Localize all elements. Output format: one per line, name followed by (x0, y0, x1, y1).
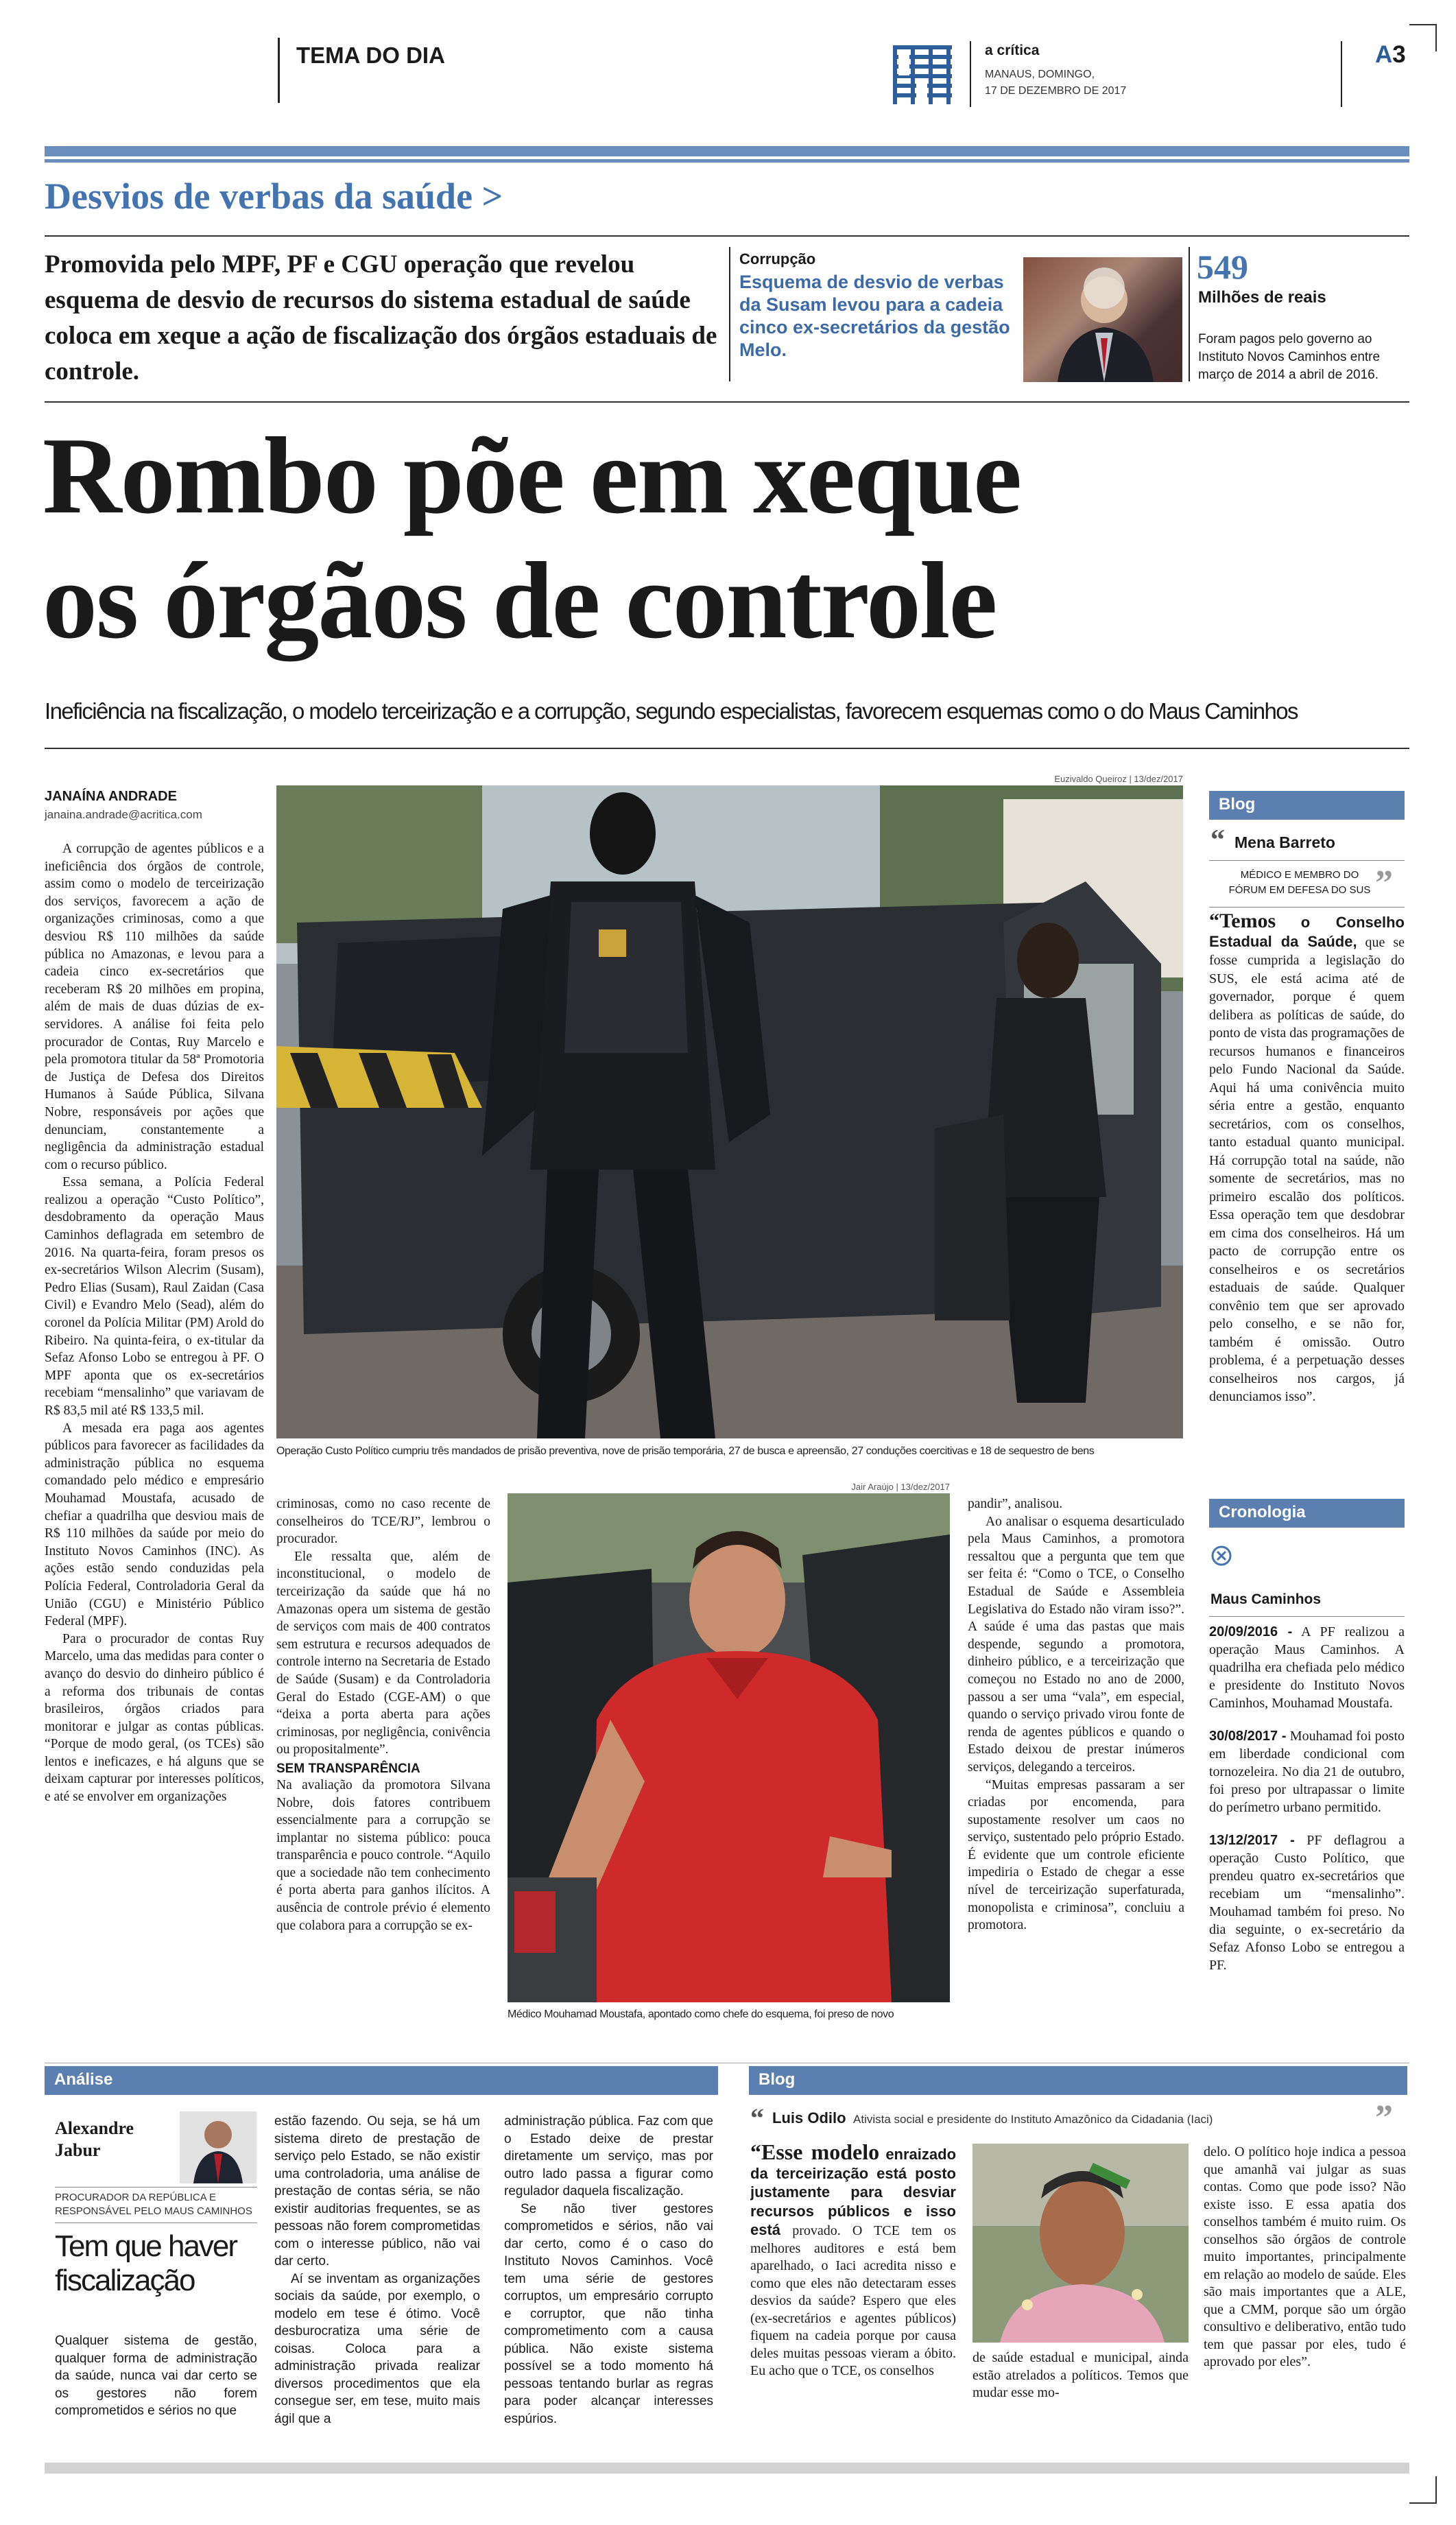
analysis-author: Alexandre Jabur (55, 2118, 134, 2160)
blog2-lead: “Esse modelo (750, 2144, 880, 2164)
stat-unit: Milhões de reais (1198, 288, 1326, 307)
analysis-role: PROCURADOR DA REPÚBLICA E RESPONSÁVEL PELO MAUS CAMINHOS (55, 2192, 252, 2217)
analysis-avatar (180, 2111, 256, 2183)
paragraph: Para o procurador de contas Ruy Marcelo, uma das medidas para conter o avanço do desvio do dinheiro público é a reforma dos tribunais de contas brasileiros, órgãos criados para monitorar e julgar as contas públicas. “Porque de modo geral, (os TCEs) são lentos e ineficazes, e há alguns que se deixam capturar por interesses políticos, e até se envolver em organizações (45, 1631, 264, 1805)
byline-email[interactable]: janaina.andrade@acritica.com (45, 808, 202, 821)
chronology-entry: 30/08/2017 - Mouhamad foi posto em liberdade condicional com tornozeleira. No dia 21 de outubro, foi preso por ultrapassar o limite do perímetro urbano permitido. (1209, 1729, 1405, 1815)
blog2-author-line (772, 2109, 1355, 2127)
paragraph: estão fazendo. Ou seja, se há um sistema direto de prestação de serviço pelo Estado, se não existir uma controladoria, uma análise de prestação de contas séria, se não existir auditorias frequentes, se as pessoas não forem comprometidas com o interesse público, não vai dar certo. (274, 2114, 480, 2268)
paragraph: A corrupção de agentes públicos e a ineficiência dos órgãos de controle, assim como o modelo de terceirização dos serviços, favorecem a ação de organizações criminosas, como a que desviou R$ 110 milhões da saúde pública no Amazonas, e levou para a cadeia cinco ex-secretários que receberam R$ 20 milhões em propina, além de mais de duas dúzias de ex-servidores. A análise foi feita pelo procurador de Contas, Ruy Marcelo e pela promotora titular da 58ª Promotoria de Justiça de Defesa dos Direitos Humanos à Saúde Pública, Silvana Nobre, responsáveis por ações que denunciam, constantemente a negligência da administração estadual com o recurso público. (45, 842, 264, 1172)
chronology-list (1209, 1623, 1405, 2028)
quote-open-icon: “ (1210, 825, 1225, 856)
paragraph: A mesada era paga aos agentes públicos para favorecer as facilidades da administração pública no esquema comandado pelo médico e empresário Mouhamad Moustafa, acusado de chefiar a quadrilha que desviou mais de R$ 110 milhões da saúde por meio do Instituto Novos Caminhos (INC). As ações estão sendo conduzidas pela Polícia Federal, Controladoria Geral da União (CGU) e Ministério Público Federal (MPF). (45, 1421, 264, 1629)
photo1-credit: Euzivaldo Queiroz | 13/dez/2017 (1054, 774, 1183, 784)
x-circle-icon (1210, 1545, 1232, 1567)
chronology-label: Cronologia (1209, 1499, 1405, 1528)
city-date: MANAUS, DOMINGO, (985, 69, 1095, 80)
deck-rule (45, 401, 1409, 403)
analysis-role-rule2 (55, 2222, 257, 2223)
crop-mark-bottom (1409, 2476, 1437, 2504)
quote-open-icon: “ (750, 2102, 764, 2133)
photo2-credit: Jair Araújo | 13/dez/2017 (851, 1482, 950, 1492)
paragraph: Ele ressalta que, além de inconstitucional, o modelo de terceirização da saúde que há no Amazonas opera um sistema de gestão de serviços com mais de 400 contratos sem estrutura e recursos adequados de controle interno na Secretaria de Estado de Saúde (Susam) e da Controladoria Geral do Estado (CGE-AM) o que “deixa a porta aberta para ações criminosas, por negligência, conivência ou propositalmente”. (276, 1549, 490, 1757)
subhead: SEM TRANSPARÊNCIA (276, 1761, 420, 1776)
blog1-lead: “Temos (1209, 912, 1276, 932)
paragraph: administração pública. Faz com que o Estado deixe de prestar diretamente um serviço, mas por outro lado passa a figurar como regulador daquela fiscalização. (504, 2114, 713, 2198)
header-rule-mid (970, 41, 971, 107)
stat-number: 549 (1197, 248, 1248, 286)
blog1-author: Mena Barreto (1234, 833, 1335, 851)
blog1-body (1209, 912, 1405, 1468)
quote-close-icon: ” (1375, 864, 1393, 903)
top-band (45, 146, 1409, 156)
subhead-rule (45, 748, 1409, 749)
byline-name: JANAÍNA ANDRADE (45, 789, 177, 804)
page-number: A3 (1375, 41, 1406, 68)
teaser-photo[interactable] (1023, 257, 1182, 382)
blog2-role: Ativista social e presidente do Instituto Amazônico da Cidadania (Iaci) (853, 2113, 1213, 2126)
headline-line2: os órgãos de controle (43, 539, 996, 661)
blog1-lead2: o Conselho Estadual da Saúde, (1209, 914, 1405, 950)
subheadline: Ineficiência na fiscalização, o modelo terceirização e a corrupção, segundo especialistas, favorecem esquemas como o do Maus Caminhos (45, 698, 1298, 724)
photo1-caption: Operação Custo Político cumpriu três mandados de prisão preventiva, nove de prisão temporária, 27 de busca e apreensão, 27 conduções coercitivas e 18 de sequestro de bens (276, 1445, 1095, 1457)
header-rule-left (278, 38, 280, 103)
stat-text: Foram pagos pelo governo ao Instituto Novos Caminhos entre março de 2014 a abril de 2016. (1198, 332, 1381, 382)
topic-rule (45, 235, 1409, 237)
logo-grid-icon (893, 45, 952, 104)
blog2-col3: delo. O político hoje indica a pessoa que amanhã vai julgar as suas contas. Como que pode isso? Não existe isso. E essa apatia dos conselhos também é muito ruim. Os conselhos são órgãos de controle muito importantes, principalmente em relação ao modelo de saúde. Eles são mais importantes que a ALE, que a CMM, porque são um órgão consultivo e deliberativo, então tudo tem que passar por eles, tudo é aprovado por eles”. (1204, 2144, 1406, 2369)
paragraph: Essa semana, a Polícia Federal realizou a operação “Custo Político”, desdobramento da operação Maus Caminhos deflagrada em setembro de 2016. Na quarta-feira, foram presos os ex-secretários Wilson Alecrim (Susam), Pedro Elias (Susam), Raul Zaidan (Casa Civil) e Evandro Melo (Sead), além do coronel da Polícia Militar (PM) Arold do Ribeiro. Na quinta-feira, o ex-titular da Sefaz Afonso Lobo se entregou à PF. O MPF aponta que os ex-secretários recebiam “mensalinho” que variavam de R$ 83,5 mil até R$ 133,5 mil. (45, 1175, 264, 1418)
teaser-kicker: Corrupção (739, 250, 816, 268)
stat-rule (1189, 247, 1190, 381)
photo-moustafa[interactable] (508, 1493, 950, 2002)
top-band-thin (45, 159, 1409, 163)
paragraph: Aí se inventam as organizações sociais da saúde, por exemplo, o modelo em tese é ótimo. Você desburocratiza uma série de coisas. Coloca para a administração privada realizar diversos procedimentos que ela consegue ser, em tese, muito mais ágil que a (274, 2271, 480, 2426)
analysis-role-rule (55, 2187, 257, 2188)
chronology-entry: 13/12/2017 - PF deflagrou a operação Custo Político, que prendeu quatro ex-secretários que recebiam um “mensalinho”. Mouhamad também foi preso. No dia seguinte, o ex-secretário da Sefaz Afonso Lobo se entregou a PF. (1209, 1833, 1405, 1973)
blog1-author-rule (1209, 860, 1405, 861)
blog1-label: Blog (1209, 791, 1405, 820)
blog2-author: Luis Odilo (772, 2109, 846, 2126)
teaser-rule (729, 247, 730, 381)
article-col1 (45, 840, 264, 2072)
blog1-role-rule (1209, 907, 1405, 908)
paragraph: “Muitas empresas passaram a ser criadas por encomenda, para supostamente resolver um caos no serviço, sustentado pelo próprio Estado. É evidente que um controle eficiente impediria o Estado de chegar a esse nível de terceirização superfaturada, monopolista e criminosa”, concluiu a promotora. (968, 1777, 1184, 1933)
blog1-role: MÉDICO E MEMBRO DO FÓRUM EM DEFESA DO SUS (1228, 869, 1371, 896)
deck: Promovida pelo MPF, PF e CGU operação que revelou esquema de desvio de recursos do sistema estadual de saúde coloca em xeque a ação de fiscalização dos órgãos estaduais de controle. (45, 250, 717, 386)
teaser-text[interactable]: Esquema de desvio de verbas da Susam levou para a cadeia cinco ex-secretários da gestão Melo. (739, 272, 1010, 360)
chronology-title: Maus Caminhos (1210, 1591, 1322, 1607)
blog2-lead2: enraizado da terceirização está posto justamente para desviar recursos públicos e isso está (750, 2146, 956, 2238)
article-col2 (276, 1495, 490, 2068)
paragraph: pandir”, analisou. (968, 1497, 1063, 1511)
blog2-col2: de saúde estadual e municipal, ainda estão atrelados a políticos. Temos que mudar esse mo- (972, 2350, 1189, 2400)
crop-mark (1409, 24, 1437, 51)
paragraph: Ao analisar o esquema desarticulado pela Maus Caminhos, a promotora ressaltou que a pergunta que tem que ser feita é: “Como o TCE, o Conselho Estadual de Saúde e Assembleia Legislativa do Estado não viram isso?”. A saúde é uma das pastas que mais despende, segundo a promotora, dinheiro público, e a terceirização que começou no Estado no ano de 2000, passou a ser uma “vala”, em especial, quando o serviço privado virou fonte de renda de agentes públicos e quando o Estado deixou de prestar inúmeros serviços, delegando a terceiros. (968, 1514, 1184, 1775)
headline-line1: Rombo põe em xeque (43, 414, 1021, 536)
analysis-col2 (274, 2113, 480, 2456)
chronology-rule (1209, 1616, 1405, 1617)
analysis-label: Análise (45, 2066, 718, 2095)
blog2-label: Blog (749, 2066, 1407, 2095)
paper-name: a crítica (985, 43, 1040, 58)
footer-band (45, 2463, 1409, 2474)
header-rule-right (1341, 41, 1342, 107)
chronology-entry: 20/09/2016 - A PF realizou a operação Maus Caminhos. A quadrilha era chefiada pelo médico e presidente do Instituto Novos Caminhos, Mouhamad Moustafa. (1209, 1624, 1405, 1711)
blog1-text: que se fosse cumprida a legislação do SUS, ele está acima até de governador, porque é quem delibera as políticas de saúde, do ponto de vista das programações de recursos humanos e financeiros pelo Fundo Nacional da Saúde. Aqui há uma conivência muito séria entre a gestão, enquanto secretários, com os conselhos, tanto estadual quanto municipal. Há corrupção total na saúde, não somente de secretários, mas no primeiro escalão dos políticos. Essa operação tem que desdobrar em cima dos conselheiros. Há um pacto de corrupção entre os conselheiros e os secretários estaduais de saúde. Qualquer convênio tem que ser aprovado pelo conselho, e se não for, também é omissão. Outro problema, é a perpetuação desses conselheiros nos cargos, já denunciamos isso”. (1209, 934, 1405, 1404)
photo2-caption: Médico Mouhamad Moustafa, apontado como chefe do esquema, foi preso de novo (508, 2008, 894, 2020)
quote-close-icon: ” (1375, 2098, 1393, 2137)
topic-title[interactable]: Desvios de verbas da saúde > (45, 176, 503, 217)
blog2-photo[interactable] (972, 2144, 1189, 2343)
paragraph: Na avaliação da promotora Silvana Nobre, dois fatores contribuem essencialmente para a corrupção se implantar no sistema público: pouca transparência e pouco controle. “Aquilo que a sociedade não tem conhecimento é porta aberta para ganhos ilícitos. A ausência de controle prévio é elemento que colabora para a corrupção se ex- (276, 1777, 490, 1933)
blog2-col1 (750, 2144, 956, 2456)
article-col3 (968, 1495, 1184, 2072)
analysis-title: Tem que haver fiscalização (55, 2229, 237, 2297)
blog2-text: provado. O TCE tem os melhores auditores e está bem aparelhado, o Iaci acredita nisso e como que eles não detectaram esses desvios da saúde? Espero que eles (ex-secretários e agentes públicos) fiquem na cadeia porque por causa deles muitas pessoas vieram a óbito. Eu acho que o TCE, os conselhos (750, 2223, 956, 2378)
photo-police-operation[interactable] (276, 785, 1183, 1438)
paragraph: Se não tiver gestores comprometidos e sérios, não vai dar certo, como é o caso do Instituto Novos Caminhos. Você tem uma série de gestores corruptos, um empresário corrupto e corruptor, que não tinha comprometimento com a causa pública. Não existe sistema possível se a todo momento há pessoas tentando burlar as regras para poder alcançar interesses espúrios. (504, 2201, 713, 2426)
analysis-col1: Qualquer sistema de gestão, qualquer forma de administração da saúde, nunca vai dar certo se os gestores não forem comprometidos e sérios no que (55, 2334, 257, 2418)
paragraph: criminosas, como no caso recente de conselheiros do TCE/RJ”, lembrou o procurador. (276, 1497, 490, 1547)
section-label: TEMA DO DIA (296, 43, 445, 68)
date: 17 DE DEZEMBRO DE 2017 (985, 85, 1127, 97)
analysis-col3 (504, 2113, 713, 2456)
